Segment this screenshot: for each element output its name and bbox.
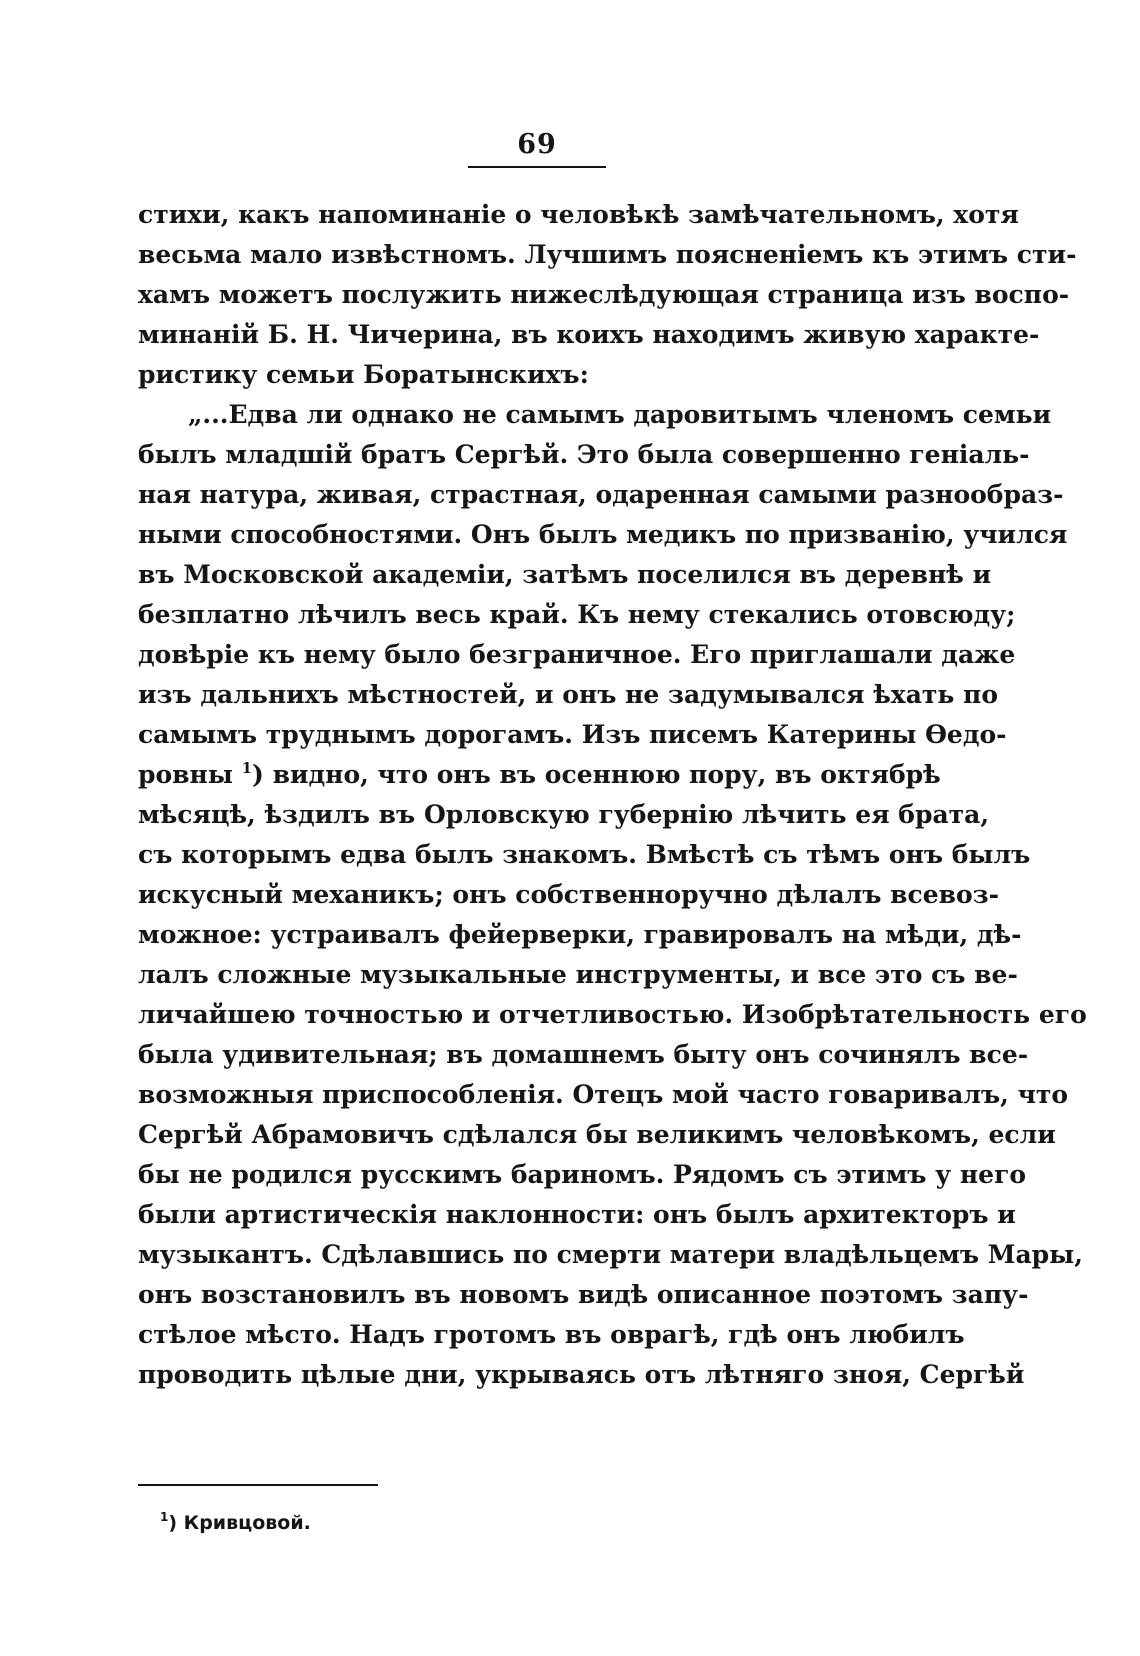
text-line: искусный механикъ; онъ собственноручно дѣлалъ всевоз- [138, 880, 999, 909]
text-line: самымъ труднымъ дорогамъ. Изъ писемъ Катерины Ѳедо- [138, 720, 1007, 749]
quote-start-line: „...Едва ли однако не самымъ даровитымъ членомъ семьи [188, 400, 1052, 429]
text-line: ристику семьи Боратынскихъ: [138, 360, 589, 389]
text-line: личайшею точностью и отчетливостью. Изобрѣтательность его [138, 1000, 1087, 1029]
text-line: музыкантъ. Сдѣлавшись по смерти матери владѣльцемъ Мары, [138, 1240, 1083, 1269]
text-line: ными способностями. Онъ былъ медикъ по призванію, учился [138, 520, 1068, 549]
text-line: въ Московской академіи, затѣмъ поселился въ деревнѣ и [138, 560, 992, 589]
text-line: была удивительная; въ домашнемъ быту онъ сочинялъ все- [138, 1040, 1029, 1069]
text-line: возможныя приспособленія. Отецъ мой часто говаривалъ, что [138, 1080, 1069, 1109]
text-line: стѣлое мѣсто. Надъ гротомъ въ оврагѣ, гдѣ онъ любилъ [138, 1320, 965, 1349]
page-number: 69 [517, 129, 557, 160]
text-line: довѣріе къ нему было безграничное. Его приглашали даже [138, 640, 1016, 669]
footnote-text: ) Кривцовой. [168, 1512, 311, 1534]
header-rule [468, 166, 606, 168]
footnote [160, 1510, 311, 1536]
text-line: изъ дальнихъ мѣстностей, и онъ не задумывался ѣхать по [138, 680, 999, 709]
text-line: мѣсяцѣ, ѣздилъ въ Орловскую губернію лѣчить ея брата, [138, 800, 990, 829]
text-line: безплатно лѣчилъ весь край. Къ нему стекались отовсюду; [138, 600, 1016, 629]
text-line: ная натура, живая, страстная, одаренная самыми разнообраз- [138, 480, 1064, 509]
text-line: были артистическія наклонности: онъ былъ архитекторъ и [138, 1200, 1016, 1229]
text-line: съ которымъ едва былъ знакомъ. Вмѣстѣ съ тѣмъ онъ былъ [138, 840, 1031, 869]
text-line: весьма мало извѣстномъ. Лучшимъ поясненіемъ къ этимъ сти- [138, 240, 1077, 269]
text-line: онъ возстановилъ въ новомъ видѣ описанное поэтомъ запу- [138, 1280, 1029, 1309]
text-line: бы не родился русскимъ бариномъ. Рядомъ съ этимъ у него [138, 1160, 1027, 1189]
text-fragment: ) видно, что онъ въ осеннюю пору, въ октябрѣ [252, 760, 941, 789]
text-line: проводить цѣлые дни, укрываясь отъ лѣтняго зноя, Сергѣй [138, 1360, 1025, 1389]
text-fragment: ровны [138, 760, 233, 789]
footnote-rule [138, 1484, 378, 1486]
text-line: хамъ можетъ послужить нижеслѣдующая страница изъ воспо- [138, 280, 1070, 309]
text-line: Сергѣй Абрамовичъ сдѣлался бы великимъ человѣкомъ, если [138, 1120, 1056, 1149]
text-line-with-footnote [138, 755, 941, 795]
text-line: былъ младшій братъ Сергѣй. Это была совершенно геніаль- [138, 440, 1030, 469]
text-line: можное: устраивалъ фейерверки, гравировалъ на мѣди, дѣ- [138, 920, 1022, 949]
footnote-reference: 1 [241, 759, 253, 777]
footnote-marker: 1 [160, 1510, 169, 1524]
text-line: минаній Б. Н. Чичерина, въ коихъ находимъ живую характе- [138, 320, 1040, 349]
text-line: лалъ сложные музыкальные инструменты, и все это съ ве- [138, 960, 1018, 989]
body-text [138, 195, 1087, 1395]
text-line: стихи, какъ напоминаніе о человѣкѣ замѣчательномъ, хотя [138, 200, 1019, 229]
